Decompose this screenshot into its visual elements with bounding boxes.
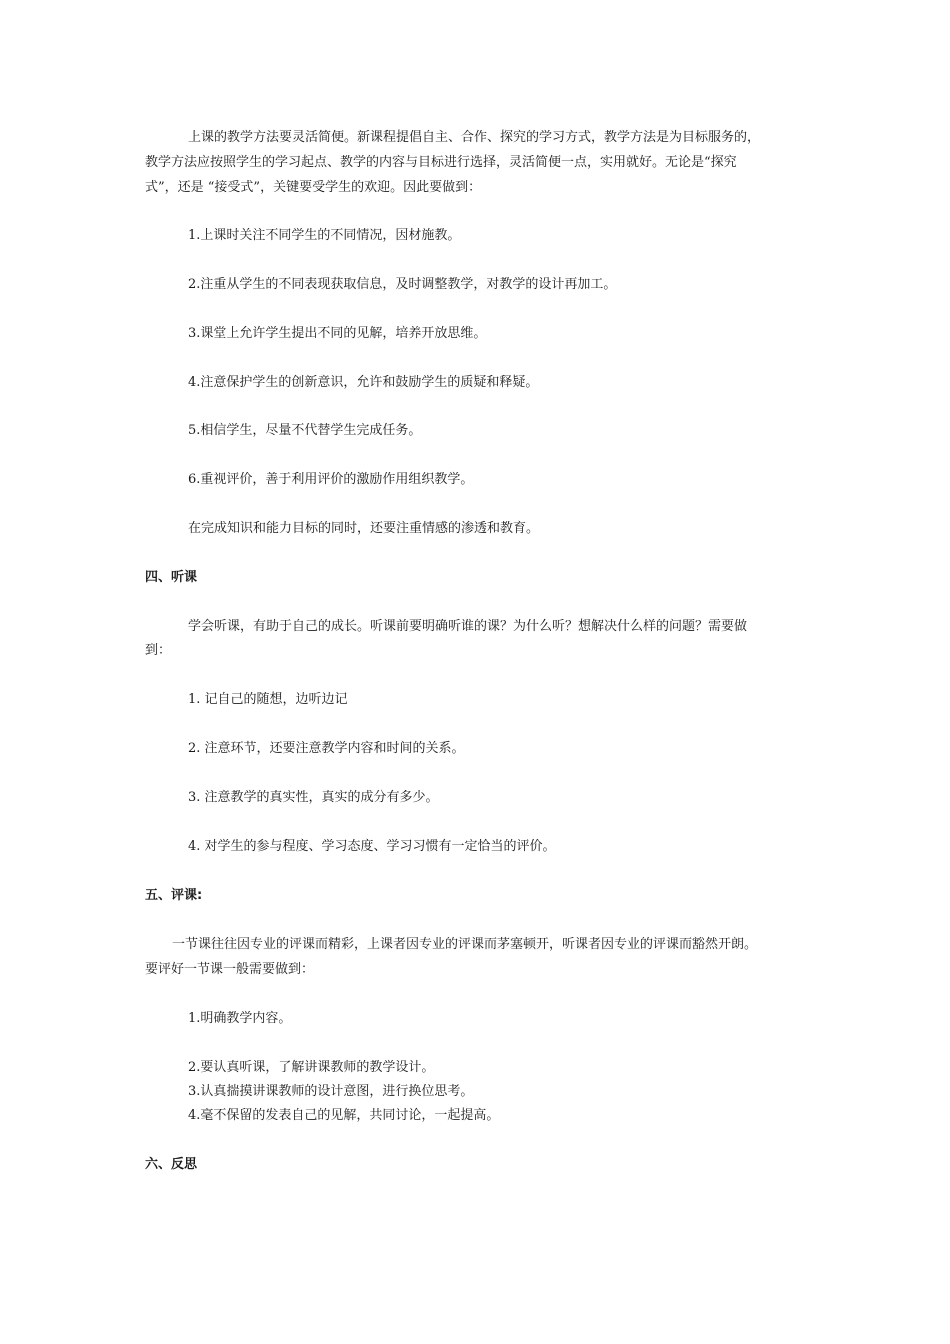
section-heading: 四、听课: [145, 570, 198, 585]
paragraph-line: 到：: [145, 643, 172, 658]
paragraph-line: 要评好一节课一般需要做到：: [145, 962, 315, 977]
list-item: 3.课堂上允许学生提出不同的见解，培养开放思维。: [188, 326, 487, 341]
list-item: 1.上课时关注不同学生的不同情况，因材施教。: [188, 228, 461, 243]
list-item: 5.相信学生，尽量不代替学生完成任务。: [188, 423, 422, 438]
list-item: 3. 注意教学的真实性，真实的成分有多少。: [188, 790, 439, 805]
section-heading: 六、反思: [145, 1157, 198, 1172]
list-item: 2. 注意环节，还要注意教学内容和时间的关系。: [188, 741, 465, 756]
list-item: 4.毫不保留的发表自己的见解，共同讨论，一起提高。: [188, 1108, 500, 1123]
list-item: 2.注重从学生的不同表现获取信息，及时调整教学，对教学的设计再加工。: [188, 277, 617, 292]
paragraph-line: 学会听课，有助于自己的成长。听课前要明确听谁的课？为什么听？想解决什么样的问题？需要做: [188, 619, 748, 634]
paragraph-line: 一节课往往因专业的评课而精彩，上课者因专业的评课而茅塞顿开，听课者因专业的评课而豁然开朗。: [172, 937, 758, 952]
list-item: 4.注意保护学生的创新意识，允许和鼓励学生的质疑和释疑。: [188, 375, 539, 390]
list-item: 6.重视评价，善于利用评价的激励作用组织教学。: [188, 472, 474, 487]
list-item: 1.明确教学内容。: [188, 1011, 292, 1026]
paragraph-line: 教学方法应按照学生的学习起点、教学的内容与目标进行选择，灵活简便一点，实用就好。无论是“探究: [145, 155, 737, 170]
list-item: 1. 记自己的随想，边听边记: [188, 692, 348, 707]
paragraph-line: 在完成知识和能力目标的同时，还要注重情感的渗透和教育。: [188, 521, 540, 536]
paragraph-line: 式”，还是 “接受式”，关键要受学生的欢迎。因此要做到：: [145, 180, 482, 195]
list-item: 2.要认真听课，了解讲课教师的教学设计。: [188, 1060, 435, 1075]
paragraph-line: 上课的教学方法要灵活简便。新课程提倡自主、合作、探究的学习方式，教学方法是为目标服务的，: [188, 130, 761, 145]
section-heading: 五、评课:: [145, 888, 203, 903]
list-item: 3.认真揣摸讲课教师的设计意图，进行换位思考。: [188, 1084, 474, 1099]
list-item: 4. 对学生的参与程度、学习态度、学习习惯有一定恰当的评价。: [188, 839, 556, 854]
